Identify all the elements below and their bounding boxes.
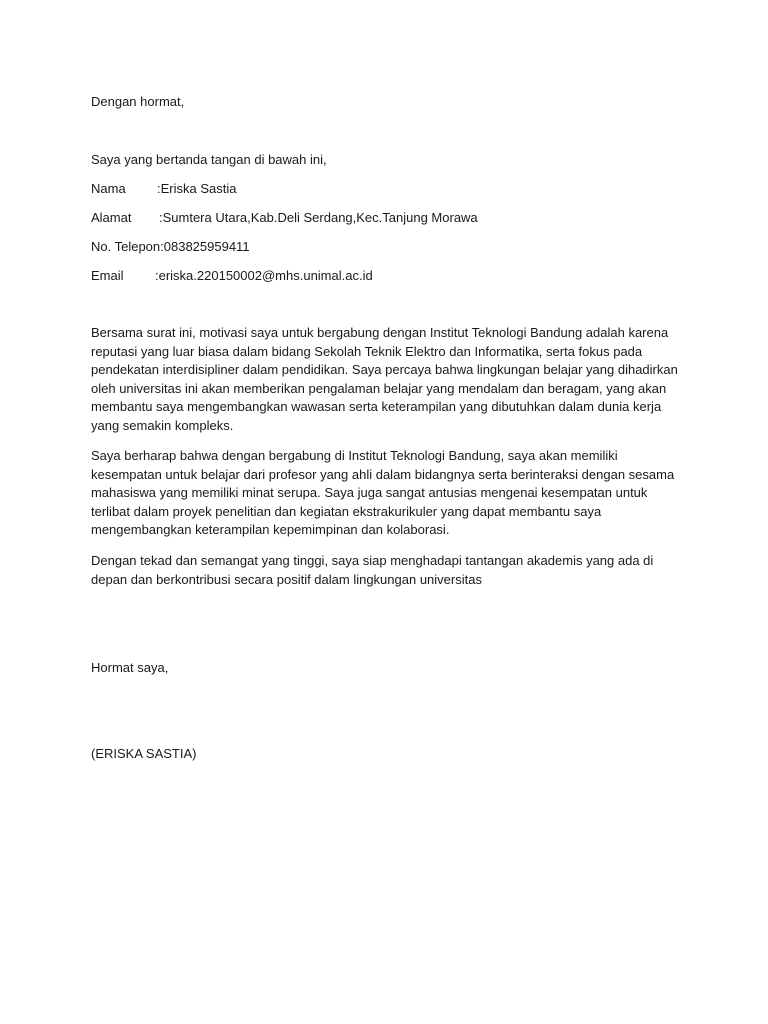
intro-line: Saya yang bertanda tangan di bawah ini,: [91, 152, 327, 167]
field-telepon: No. Telepon:083825959411: [91, 239, 250, 254]
body-paragraph-2: Saya berharap bahwa dengan bergabung di Institut Teknologi Bandung, saya akan memiliki kesempatan untuk belajar dari profesor yang ahli dalam bidangnya serta berinteraksi dengan sesama mahasiswa yang memiliki minat serupa. Saya juga sangat antusias mengenai kesempatan untuk terlibat dalam proyek penelitian dan kegiatan ekstrakurikuler yang dapat membantu saya mengembangkan keterampilan kepemimpinan dan kolaborasi.: [91, 448, 675, 538]
field-value-alamat: :Sumtera Utara,Kab.Deli Serdang,Kec.Tanjung Morawa: [159, 210, 478, 225]
field-label-nama: Nama: [91, 181, 126, 196]
body-paragraph-3: Dengan tekad dan semangat yang tinggi, saya siap menghadapi tantangan akademis yang ada di depan dan berkontribusi secara positif dalam lingkungan universitas: [91, 553, 654, 587]
field-value-nama: :Eriska Sastia: [157, 181, 237, 196]
field-value-email: :eriska.220150002@mhs.unimal.ac.id: [155, 268, 373, 283]
body-paragraph-1: Bersama surat ini, motivasi saya untuk bergabung dengan Institut Teknologi Bandung adalah karena reputasi yang luar biasa dalam bidang Sekolah Teknik Elektro dan Informatika, serta fokus pada pendekatan interdisipliner dalam pendidikan. Saya percaya bahwa lingkungan belajar yang dihadirkan oleh universitas ini akan memberikan pengalaman belajar yang mendalam dan beragam, yang akan membantu saya mengembangkan wawasan serta keterampilan yang dibutuhkan dalam dunia kerja yang semakin kompleks.: [91, 325, 678, 433]
signature-name: (ERISKA SASTIA): [91, 746, 197, 761]
greeting: Dengan hormat,: [91, 94, 185, 109]
field-label-alamat: Alamat: [91, 210, 132, 225]
field-label-email: Email: [91, 268, 124, 283]
closing: Hormat saya,: [91, 660, 169, 675]
